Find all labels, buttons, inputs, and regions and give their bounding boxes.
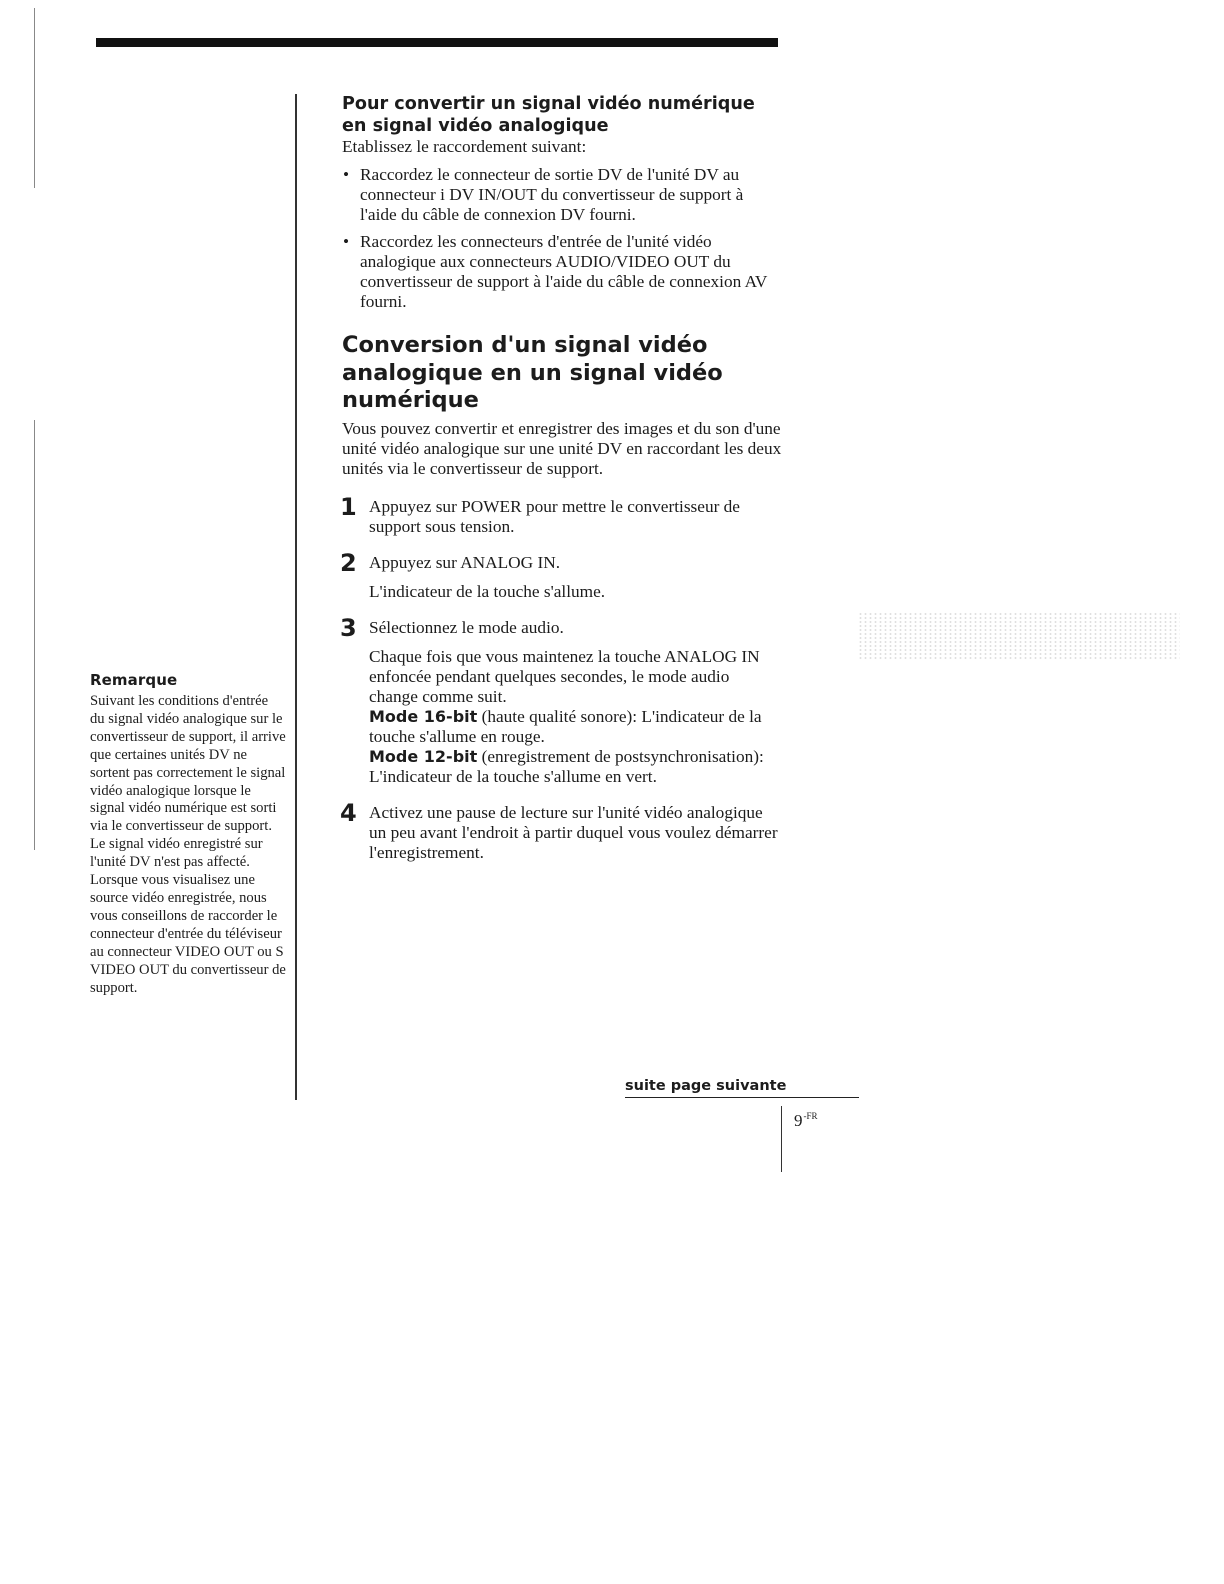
list-item-text: Raccordez le connecteur de sortie DV de l'unité DV au connecteur i DV IN/OUT du convertisseur de support à l'aide du câble de connexion DV fourni. [360,165,744,224]
step-text: Appuyez sur POWER pour mettre le convertisseur de support sous tension. [369,496,740,536]
page-number-suffix: -FR [803,1111,818,1121]
scan-edge-mark [34,8,35,188]
section1-intro: Etablissez le raccordement suivant: [342,137,587,156]
mode-16bit-label: Mode 16-bit [369,706,478,726]
section1-heading: Pour convertir un signal vidéo numérique en signal vidéo analogique [342,94,755,136]
bullet-icon: • [343,165,350,184]
step-detail [369,647,782,787]
note-title: Remarque [90,671,178,689]
step-number: 3 [340,613,357,642]
step-number: 2 [340,548,357,577]
list-item-text: Raccordez les connecteurs d'entrée de l'unité vidéo analogique aux connecteurs AUDIO/VIDEO OUT du convertisseur de support à l'aide du câble de connexion AV fourni. [360,232,768,311]
mode-12bit-label: Mode 12-bit [369,746,478,766]
main-column [342,93,782,879]
footer-rule [625,1097,859,1098]
bullet-icon: • [343,232,350,251]
scan-speckle [858,612,1180,660]
mode-16bit-text: (haute qualité sonore): L'indicateur de la touche s'allume en rouge. [369,706,762,746]
connection-list [342,165,782,312]
column-divider [295,94,297,1100]
continued-label: suite page suivante [625,1078,787,1094]
step-text: Activez une pause de lecture sur l'unité vidéo analogique un peu avant l'endroit à partir duquel vous voulez démarrer l'enregistrement. [369,802,778,862]
step-3 [340,613,782,787]
step-number: 1 [340,492,357,521]
list-item [342,232,782,312]
step-1 [340,492,782,537]
step-2 [340,548,782,602]
step-text: Appuyez sur ANALOG IN. [369,552,561,572]
section2-heading: Conversion d'un signal vidéo analogique en un signal vidéo numérique [342,332,723,413]
top-rule [96,38,778,47]
page-number-value: 9 [794,1111,803,1130]
list-item [342,165,782,225]
step-4 [340,798,782,863]
page-number-rule [781,1106,782,1172]
step-text: Sélectionnez le mode audio. [369,617,564,637]
step-note: L'indicateur de la touche s'allume. [369,581,606,601]
page-number [794,1111,818,1131]
scan-edge-mark [34,420,35,850]
mode-12bit-text: (enregistrement de postsynchronisation): L'indicateur de la touche s'allume en vert. [369,746,764,786]
step-detail-text: Chaque fois que vous maintenez la touche ANALOG IN enfoncée pendant quelques secondes, le mode audio change comme suit. [369,646,760,706]
step-number: 4 [340,798,357,827]
note-text: Suivant les conditions d'entrée du signal vidéo analogique sur le convertisseur de support, il arrive que certaines unités DV ne sortent pas correctement le signal vidéo analogique lorsque le signal vidéo numérique est sorti via le convertisseur de support. Le signal vidéo enregistré sur l'unité DV n'est pas affecté. Lorsque vous visualisez une source vidéo enregistrée, nous vous conseillons de raccorder le connecteur d'entrée du téléviseur au connecteur VIDEO OUT ou S VIDEO OUT du convertisseur de support. [90,693,286,996]
note-sidebar [90,671,286,997]
section2-intro: Vous pouvez convertir et enregistrer des images et du son d'une unité vidéo analogique sur une unité DV en raccordant les deux unités via le convertisseur de support. [342,418,782,478]
